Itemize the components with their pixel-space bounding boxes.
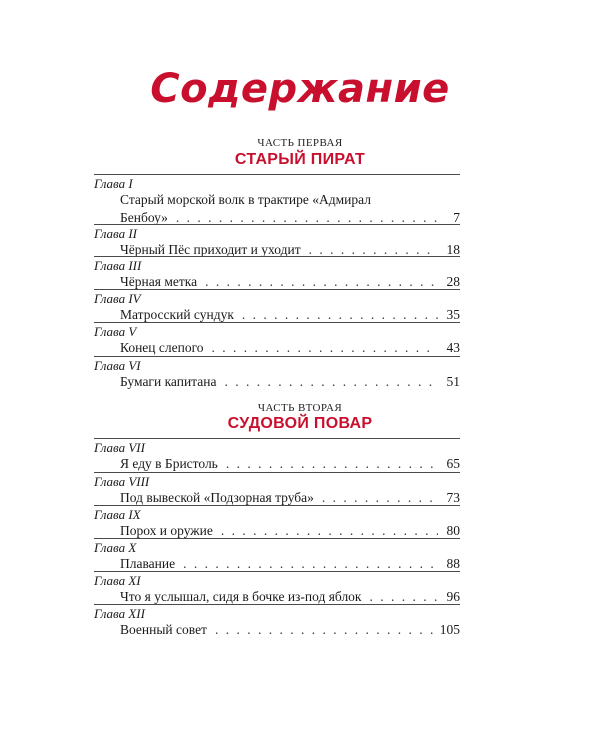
chapter-5[interactable] — [94, 322, 460, 357]
chapter-title: Порох и оружие — [120, 523, 213, 538]
part-one-title: СТАРЫЙ ПИРАТ — [234, 151, 366, 168]
chapter-9[interactable] — [94, 505, 460, 540]
dot-leader — [226, 455, 438, 473]
chapter-2[interactable] — [94, 224, 460, 259]
chapter-title: Военный совет — [120, 622, 207, 637]
page-number: 7 — [453, 210, 460, 225]
chapter-title: Что я услышал, сидя в бочке из-под яблок — [120, 589, 362, 604]
chapter-title: Конец слепого — [120, 340, 204, 355]
dot-leader — [224, 373, 438, 391]
chapter-title: Чёрный Пёс приходит и уходит — [120, 242, 301, 257]
chapter-label: Глава VI — [94, 358, 141, 373]
part-one-label: ЧАСТЬ ПЕРВАЯ — [257, 137, 343, 149]
chapter-10[interactable] — [94, 538, 460, 573]
page-number: 96 — [446, 589, 460, 604]
chapter-label: Глава IV — [94, 291, 141, 306]
chapter-3[interactable] — [94, 256, 460, 291]
part-two-title: СУДОВОЙ ПОВАР — [227, 415, 373, 432]
chapter-divider — [94, 356, 460, 357]
chapter-title: Плавание — [120, 556, 176, 571]
chapter-11[interactable] — [94, 571, 460, 606]
chapter-divider — [94, 256, 460, 257]
chapter-divider — [94, 174, 460, 175]
page-number: 51 — [446, 374, 460, 389]
page-number: 105 — [439, 622, 460, 637]
chapter-divider — [94, 289, 460, 290]
chapter-divider — [94, 604, 460, 605]
chapter-12[interactable] — [94, 604, 460, 639]
chapter-divider — [94, 505, 460, 506]
chapter-label: Глава X — [94, 540, 137, 555]
dot-leader — [215, 621, 436, 639]
chapter-label: Глава IX — [94, 507, 141, 522]
chapter-label: Глава III — [94, 258, 142, 273]
chapter-label: Глава XII — [94, 606, 145, 621]
page-number: 43 — [446, 340, 460, 355]
chapter-divider — [94, 224, 460, 225]
chapter-4[interactable] — [94, 289, 460, 324]
chapter-title: Чёрная метка — [120, 274, 198, 289]
chapter-title: Бенбоу» — [120, 210, 168, 225]
page-number: 18 — [446, 242, 460, 257]
chapter-title-line: Старый морской волк в трактире «Адмирал — [120, 192, 371, 207]
page-title: Содержание — [150, 66, 450, 112]
page-number: 73 — [446, 490, 460, 505]
chapter-divider — [94, 538, 460, 539]
page-number: 80 — [446, 523, 460, 538]
chapter-title: Бумаги капитана — [120, 374, 217, 389]
chapter-7[interactable] — [94, 438, 460, 473]
chapter-label: Глава I — [94, 176, 133, 191]
page-number: 88 — [446, 556, 460, 571]
chapter-title: Я еду в Бристоль — [120, 456, 218, 471]
chapter-divider — [94, 438, 460, 439]
chapter-8[interactable] — [94, 472, 460, 507]
chapter-label: Глава VIII — [94, 474, 150, 489]
page-number: 28 — [446, 274, 460, 289]
chapter-title: Матросский сундук — [120, 307, 234, 322]
chapter-1[interactable] — [94, 174, 460, 227]
chapter-divider — [94, 571, 460, 572]
chapter-divider — [94, 322, 460, 323]
chapter-label: Глава II — [94, 226, 137, 241]
chapter-label: Глава XI — [94, 573, 141, 588]
part-two-label: ЧАСТЬ ВТОРАЯ — [257, 402, 343, 414]
chapter-label: Глава V — [94, 324, 137, 339]
chapter-title: Под вывеской «Подзорная труба» — [120, 490, 314, 505]
page-number: 65 — [446, 456, 460, 471]
dot-leader — [212, 339, 438, 357]
page-number: 35 — [446, 307, 460, 322]
chapter-divider — [94, 472, 460, 473]
chapter-6[interactable] — [94, 356, 460, 391]
chapter-label: Глава VII — [94, 440, 145, 455]
